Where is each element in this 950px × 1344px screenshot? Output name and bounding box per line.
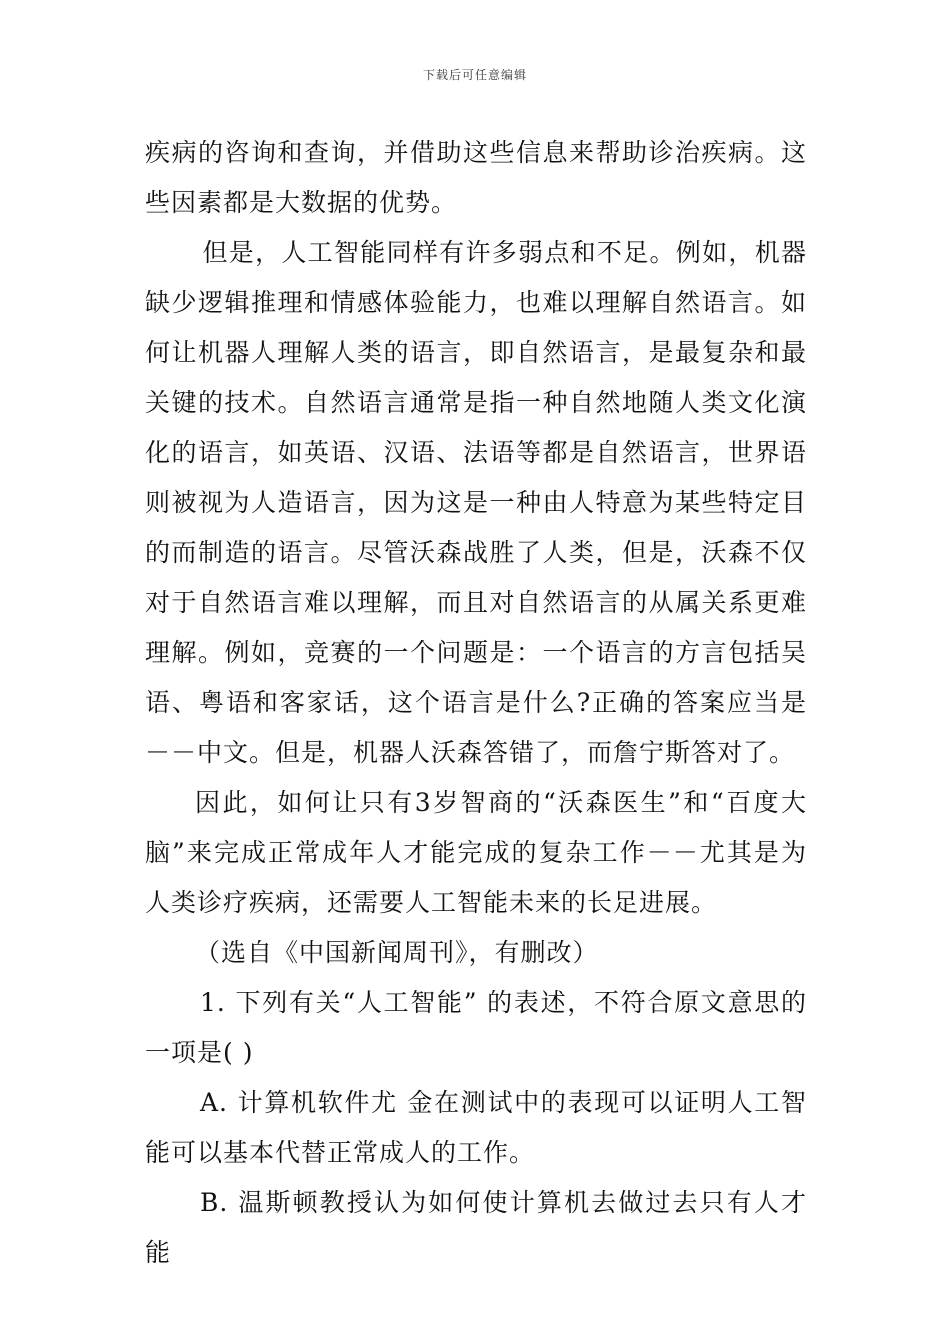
source-citation: （选自《中国新闻周刊》，有删改）: [195, 938, 599, 967]
page-header-note: 下载后可任意编辑: [422, 68, 527, 82]
document-body: [145, 128, 807, 1278]
question-option-b: B. 温斯顿教授认为如何使计算机去做过去只有人才能: [145, 1188, 807, 1267]
paragraph-conclusion: 因此，如何让只有3岁智商的“沃森医生”和“百度大脑”来完成正常成年人才能完成的复杂工作－－尤其是为人类诊疗疾病，还需要人工智能未来的长足进展。: [145, 788, 807, 917]
question-stem: 1. 下列有关“人工智能” 的表述，不符合原文意思的一项是( ): [145, 988, 807, 1067]
paragraph-ai-weaknesses: 但是，人工智能同样有许多弱点和不足。例如，机器缺少逻辑推理和情感体验能力，也难以理解自然语言。如何让机器人理解人类的语言，即自然语言，是最复杂和最关键的技术。自然语言通常是指一种自然地随人类文化演化的语言，如英语、汉语、法语等都是自然语言，世界语则被视为人造语言，因为这是一种由人特意为某些特定目的而制造的语言。尽管沃森战胜了人类，但是，沃森不仅对于自然语言难以理解，而且对自然语言的从属关系更难理解。例如，竞赛的一个问题是：一个语言的方言包括吴语、粤语和客家话，这个语言是什么?正确的答案应当是－－中文。但是，机器人沃森答错了，而詹宁斯答对了。: [145, 238, 807, 767]
question-option-a: A. 计算机软件尤 金在测试中的表现可以证明人工智能可以基本代替正常成人的工作。: [145, 1088, 807, 1167]
paragraph-continuation: 疾病的咨询和查询，并借助这些信息来帮助诊治疾病。这些因素都是大数据的优势。: [145, 138, 807, 217]
